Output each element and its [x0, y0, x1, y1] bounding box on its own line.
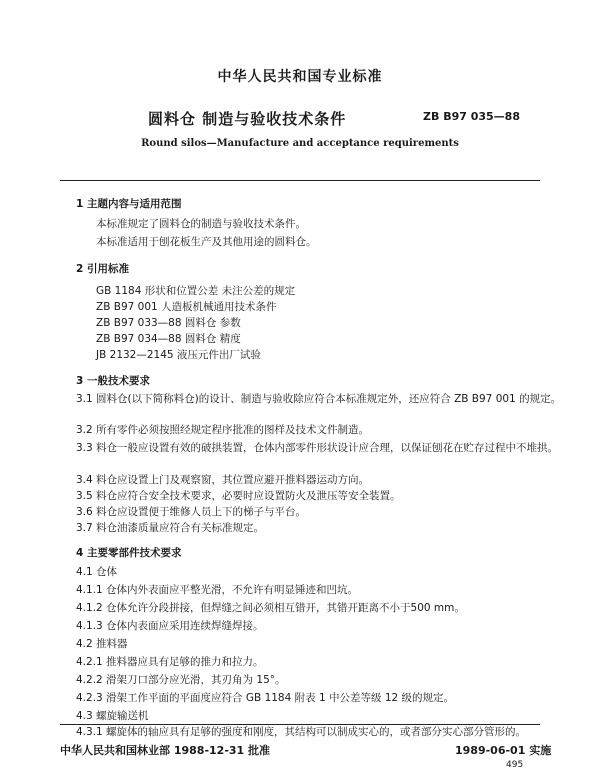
approval-line: 中华人民共和国林业部 1988-12-31 批准 — [60, 744, 271, 757]
clause-4-1-1: 4.1.1 仓体内外表面应平整光滑，不允许有明显锤迹和凹坑。 — [76, 584, 359, 596]
section-1-para-2: 本标准适用于刨花板生产及其他用途的圆料仓。 — [96, 236, 317, 248]
clause-4-3-1: 4.3.1 螺旋体的轴应具有足够的强度和刚度，其结构可以制成实心的，或者部分实心部分管形的。 — [76, 726, 527, 738]
footer-rule — [60, 724, 540, 725]
clause-3-4: 3.4 料仓应设置上门及观察窗，其位置应避开推料器运动方向。 — [76, 474, 370, 486]
section-1-para-1: 本标准规定了圆料仓的制造与验收技术条件。 — [96, 218, 306, 230]
clause-4-1-3: 4.1.3 仓体内表面应采用连续焊缝焊接。 — [76, 620, 264, 632]
clause-4-2-3: 4.2.3 滑架工作平面的平面度应符合 GB 1184 附表 1 中公差等级 12 级的规定。 — [76, 692, 455, 704]
reference-item: ZB B97 033—88 圆料仓 参数 — [96, 317, 241, 329]
reference-item: JB 2132—2145 液压元件出厂试验 — [96, 349, 261, 361]
clause-4-2-2: 4.2.2 滑架刀口部分应光滑，其刃角为 15°。 — [76, 674, 286, 686]
clause-4-1: 4.1 仓体 — [76, 566, 118, 578]
clause-3-6: 3.6 料仓应设置便于维修人员上下的梯子与平台。 — [76, 506, 307, 518]
header-rule — [60, 180, 540, 181]
effective-date: 1989-06-01 实施 — [455, 744, 552, 757]
standard-code: ZB B97 035—88 — [423, 110, 520, 123]
clause-4-1-2: 4.1.2 仓体允许分段拼接，但焊缝之间必须相互错开，其错开距离不小于500 mm。 — [76, 602, 465, 614]
section-4-heading: 4 主要零部件技术要求 — [76, 547, 182, 559]
document-title: 圆料仓 制造与验收技术条件 — [148, 110, 347, 128]
reference-item: ZB B97 034—88 圆料仓 精度 — [96, 333, 241, 345]
header-org: 中华人民共和国专业标准 — [217, 69, 383, 85]
reference-item: ZB B97 001 人造板机械通用技术条件 — [96, 301, 277, 313]
clause-3-3: 3.3 料仓一般应设置有效的破拱装置，仓体内部零件形状设计应合理，以保证刨花在贮存过程中不堆拱。 — [76, 442, 559, 454]
clause-4-3: 4.3 螺旋输送机 — [76, 710, 149, 722]
clause-4-2: 4.2 推料器 — [76, 638, 128, 650]
clause-4-2-1: 4.2.1 推料器应具有足够的推力和拉力。 — [76, 656, 264, 668]
section-1-heading: 1 主题内容与适用范围 — [76, 198, 182, 210]
section-3-heading: 3 一般技术要求 — [76, 375, 150, 387]
clause-3-7: 3.7 料仓油漆质量应符合有关标准规定。 — [76, 522, 265, 534]
clause-3-5: 3.5 料仓应符合安全技术要求，必要时应设置防火及泄压等安全装置。 — [76, 490, 401, 502]
reference-item: GB 1184 形状和位置公差 未注公差的规定 — [96, 285, 296, 297]
page-number: 495 — [506, 760, 524, 770]
clause-3-1: 3.1 圆料仓(以下简称料仓)的设计、制造与验收除应符合本标准规定外，还应符合 ZB B97 001 的规定。 — [76, 393, 562, 405]
section-2-heading: 2 引用标准 — [76, 263, 129, 275]
clause-3-2: 3.2 所有零件必须按照经规定程序批准的图样及技术文件制造。 — [76, 424, 370, 436]
english-title: Round silos—Manufacture and acceptance requirements — [141, 138, 459, 149]
